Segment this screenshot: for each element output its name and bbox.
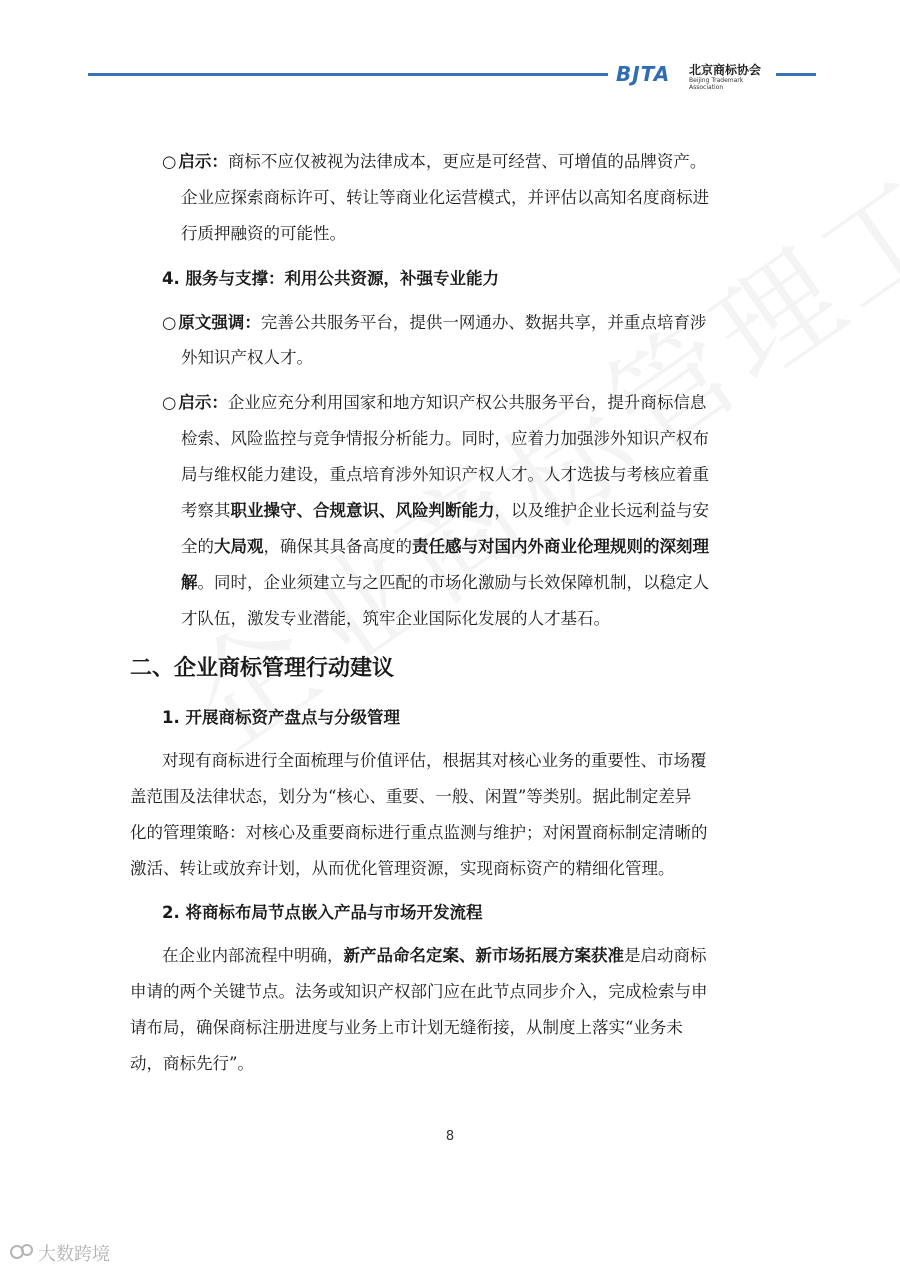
subsection-heading-4: 4. 服务与支撑：利用公共资源，补强专业能力	[162, 269, 499, 288]
paragraph-text: 企业应探索商标许可、转让等商业化运营模式，并评估以高知名度商标进	[181, 188, 709, 207]
paragraph-text: 企业应充分利用国家和地方知识产权公共服务平台，提升商标信息	[227, 393, 707, 412]
footer-brand	[10, 1240, 110, 1266]
brand-logo-icon	[10, 1242, 38, 1265]
paragraph-text: 在企业内部流程中明确，	[162, 946, 344, 965]
paragraph-text: 局与维权能力建设，重点培育涉外知识产权人才。人才选拔与考核应着重	[181, 465, 709, 484]
paragraph-text: 才队伍，激发专业潜能，筑牢企业国际化发展的人才基石。	[181, 609, 610, 628]
paragraph-text: 全的	[181, 537, 214, 556]
paragraph-text: 考察其	[181, 501, 231, 520]
header-rule-right	[776, 73, 816, 76]
paragraph-text: 申请的两个关键节点。法务或知识产权部门应在此节点同步介入，完成检索与申	[130, 982, 708, 1001]
paragraph-text: 请布局，确保商标注册进度与业务上市计划无缝衔接，从制度上落实“业务未	[130, 1018, 683, 1037]
paragraph-text: 行质押融资的可能性。	[181, 224, 346, 243]
paragraph-text: 外知识产权人才。	[181, 348, 313, 367]
bold-phrase: 新产品命名定案、新市场拓展方案获准	[343, 946, 624, 965]
bullet-icon: ○	[162, 313, 177, 332]
paragraph-text: ，确保其具备高度的	[263, 537, 412, 556]
page-number: 8	[445, 1129, 455, 1144]
section-title: 二、企业商标管理行动建议	[130, 656, 395, 681]
paragraph-text: 激活、转让或放弃计划，从而优化管理资源，实现商标资产的精细化管理。	[130, 859, 675, 878]
paragraph-text: 对现有商标进行全面梳理与价值评估，根据其对核心业务的重要性、市场覆	[162, 751, 707, 770]
paragraph-text: 。同时，企业须建立与之匹配的市场化激励与长效保障机制，以稳定人	[197, 573, 709, 592]
bold-phrase: 解	[181, 573, 198, 592]
subsection-heading-2: 2. 将商标布局节点嵌入产品与市场开发流程	[162, 903, 483, 922]
paragraph-text: 是启动商标	[624, 946, 707, 965]
paragraph-text: 动，商标先行”。	[130, 1054, 254, 1073]
paragraph-label: 启示：	[178, 393, 228, 412]
header-rule-left	[88, 73, 608, 76]
footer-brand-text: 大数跨境	[38, 1244, 110, 1265]
paragraph-text: 完善公共服务平台，提供一网通办、数据共享，并重点培育涉	[260, 313, 707, 332]
logo-english-name: Beijing Trademark Association	[689, 77, 744, 91]
bold-phrase: 责任感与对国内外商业伦理规则的深刻理	[412, 537, 709, 556]
logo-chinese-name: 北京商标协会	[689, 63, 762, 77]
bold-phrase: 职业操守、合规意识、风险判断能力	[230, 501, 495, 520]
logo-mark: BJTA	[616, 62, 671, 86]
paragraph-text: 盖范围及法律状态，划分为“核心、重要、一般、闲置”等类别。据此制定差异	[130, 787, 692, 806]
bullet-icon: ○	[162, 152, 177, 171]
paragraph-text: 商标不应仅被视为法律成本，更应是可经营、可增值的品牌资产。	[227, 152, 707, 171]
paragraph-text: ，以及维护企业长远利益与安	[494, 501, 709, 520]
bold-phrase: 大局观	[214, 537, 264, 556]
header-logo	[616, 60, 776, 90]
paragraph-label: 原文强调：	[178, 313, 261, 332]
paragraph-text: 化的管理策略：对核心及重要商标进行重点监测与维护；对闲置商标制定清晰的	[130, 823, 708, 842]
paragraph-text: 检索、风险监控与竞争情报分析能力。同时，应着力加强涉外知识产权布	[181, 429, 709, 448]
subsection-heading-1: 1. 开展商标资产盘点与分级管理	[162, 708, 400, 727]
paragraph-label: 启示：	[178, 152, 228, 171]
bullet-icon: ○	[162, 393, 177, 412]
